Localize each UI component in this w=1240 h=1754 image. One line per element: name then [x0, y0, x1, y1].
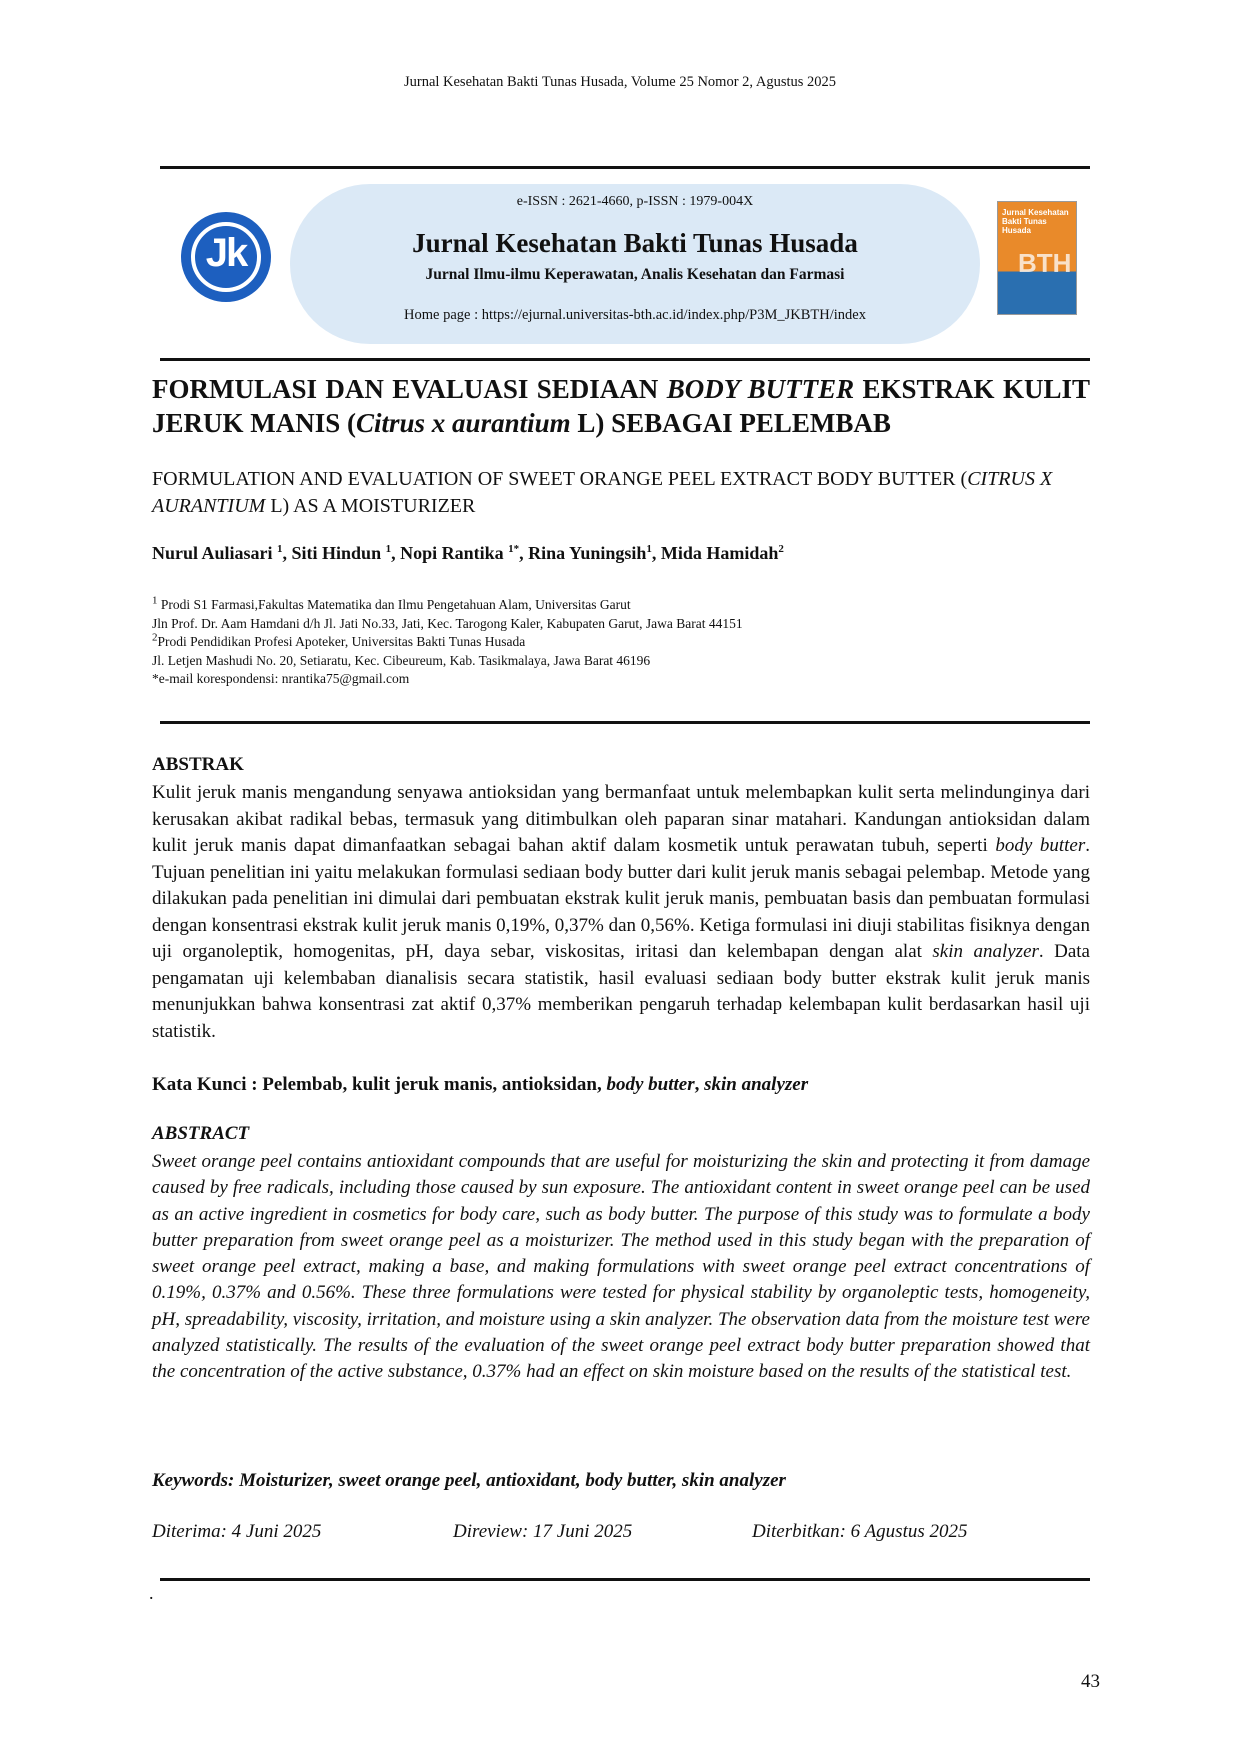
- author: Rina Yuningsih: [528, 543, 647, 563]
- affiliations: [152, 596, 1090, 689]
- cover-title: Jurnal Kesehatan Bakti Tunas Husada: [1002, 208, 1069, 235]
- affiliation-2-address: Jl. Letjen Mashudi No. 20, Setiaratu, Kec. Cibeureum, Kab. Tasikmalaya, Jawa Barat 46196: [152, 652, 651, 668]
- footer-mark: .: [149, 1583, 154, 1603]
- journal-title: Jurnal Kesehatan Bakti Tunas Husada: [412, 228, 858, 258]
- author: Nurul Auliasari: [152, 543, 278, 563]
- article-title-id: FORMULASI DAN EVALUASI SEDIAAN BODY BUTTER EKSTRAK KULIT JERUK MANIS (Citrus x aurantium L) SEBAGAI PELEMBAB: [152, 374, 1090, 438]
- abstract-body-en: Sweet orange peel contains antioxidant compounds that are useful for moisturizing the skin and protecting it from damage caused by free radicals, including those caused by sun exposure. The antioxidant content in sweet orange peel can be used as an active ingredient in cosmetics for body care, such as body butter. The purpose of this study was to formulate a body butter preparation from sweet orange peel as a moisturizer. The method used in this study began with the preparation of sweet orange peel extract, making a base, and making formulations with sweet orange peel extract concentrations of 0.19%, 0.37% and 0.56%. These three formulations were tested for physical stability by organoleptic tests, homogeneity, pH, spreadability, viscosity, irritation, and moisture using a skin analyzer. The observation data from the moisture test were analyzed statistically. The results of the evaluation of the sweet orange peel extract body butter preparation showed that the concentration of the active substance, 0.37% had an effect on skin moisture based on the results of the statistical test.: [152, 1151, 1090, 1383]
- journal-home-page[interactable]: Home page : https://ejurnal.universitas-bth.ac.id/index.php/P3M_JKBTH/index: [404, 307, 866, 323]
- logo-letters: Jk: [205, 231, 247, 275]
- author-list: Nurul Auliasari $^1$, Siti Hindun $^1$, Nopi Rantika $^{1*}$, Rina Yuningsih$^1$, Mida Hamidah$^2$: [152, 543, 784, 563]
- abstract-bottom-rule: [160, 1578, 1090, 1581]
- keywords-en: Keywords: Moisturizer, sweet orange peel, antioxidant, body butter, skin analyzer: [152, 1470, 786, 1491]
- affiliation-1: $^1$ Prodi S1 Farmasi,Fakultas Matematika dan Ilmu Pengetahuan Alam, Universitas Garut: [152, 594, 631, 612]
- affiliation-2: $^2$Prodi Pendidikan Profesi Apoteker, Universitas Bakti Tunas Husada: [152, 631, 526, 649]
- author: Siti Hindun: [291, 543, 386, 563]
- abstract-top-rule: [160, 721, 1090, 724]
- issn: e-ISSN : 2621-4660, p-ISSN : 1979-004X: [516, 194, 754, 209]
- abstract-heading-en: ABSTRACT: [152, 1123, 250, 1144]
- running-head: Jurnal Kesehatan Bakti Tunas Husada, Volume 25 Nomor 2, Agustus 2025: [403, 74, 837, 90]
- date-reviewed: Direview: 17 Juni 2025: [453, 1521, 633, 1542]
- banner-rule: [160, 358, 1090, 361]
- journal-cover-thumbnail: [997, 201, 1077, 315]
- author: Mida Hamidah: [660, 543, 779, 563]
- journal-subtitle: Jurnal Ilmu-ilmu Keperawatan, Analis Kesehatan dan Farmasi: [425, 266, 845, 283]
- page-number: 43: [1081, 1671, 1100, 1692]
- abstrak-heading: ABSTRAK: [152, 754, 244, 775]
- top-rule: [160, 166, 1090, 169]
- journal-logo-icon: [181, 212, 271, 302]
- abstrak-body: Kulit jeruk manis mengandung senyawa antioksidan yang bermanfaat untuk melembapkan kulit serta melindunginya dari kerusakan akibat radikal bebas, termasuk yang ditimbulkan oleh paparan sinar matahari. Kandungan antioksidan dalam kulit jeruk manis dapat dimanfaatkan sebagai bahan aktif dalam kosmetik untuk perawatan tubuh, seperti body butter. Tujuan penelitian ini yaitu melakukan formulasi sediaan body butter dari kulit jeruk manis sebagai pelembap. Metode yang dilakukan pada penelitian ini dimulai dari pembuatan ekstrak kulit jeruk manis, pembuatan basis dan pembuatan formulasi dengan konsentrasi ekstrak kulit jeruk manis 0,19%, 0,37% dan 0,56%. Ketiga formulasi ini diuji stabilitas fisiknya dengan uji organoleptik, homogenitas, pH, daya sebar, viskositas, iritasi dan kelembapan dengan alat skin analyzer. Data pengamatan uji kelembaban dianalisis secara statistik, hasil evaluasi sediaan body butter ekstrak kulit jeruk manis menunjukkan bahwa konsentrasi zat aktif 0,37% memberikan pengaruh terhadap kelembapan kulit berdasarkan hasil uji statistik.: [152, 782, 1090, 1042]
- date-received: Diterima: 4 Juni 2025: [152, 1521, 322, 1542]
- corresponding-email[interactable]: *e-mail korespondensi: nrantika75@gmail.com: [152, 671, 410, 686]
- affiliation-1-address: Jln Prof. Dr. Aam Hamdani d/h Jl. Jati No.33, Jati, Kec. Tarogong Kaler, Kabupaten Garut, Jawa Barat 44151: [152, 615, 743, 631]
- article-title-en: FORMULATION AND EVALUATION OF SWEET ORANGE PEEL EXTRACT BODY BUTTER (CITRUS X AURANTIUM L) AS A MOISTURIZER: [152, 468, 1053, 517]
- author: Nopi Rantika: [400, 543, 509, 563]
- date-published: Diterbitkan: 6 Agustus 2025: [752, 1521, 968, 1542]
- kata-kunci: Kata Kunci : Pelembab, kulit jeruk manis, antioksidan, body butter, skin analyzer: [152, 1074, 809, 1095]
- cover-mark: BTH: [1018, 248, 1072, 278]
